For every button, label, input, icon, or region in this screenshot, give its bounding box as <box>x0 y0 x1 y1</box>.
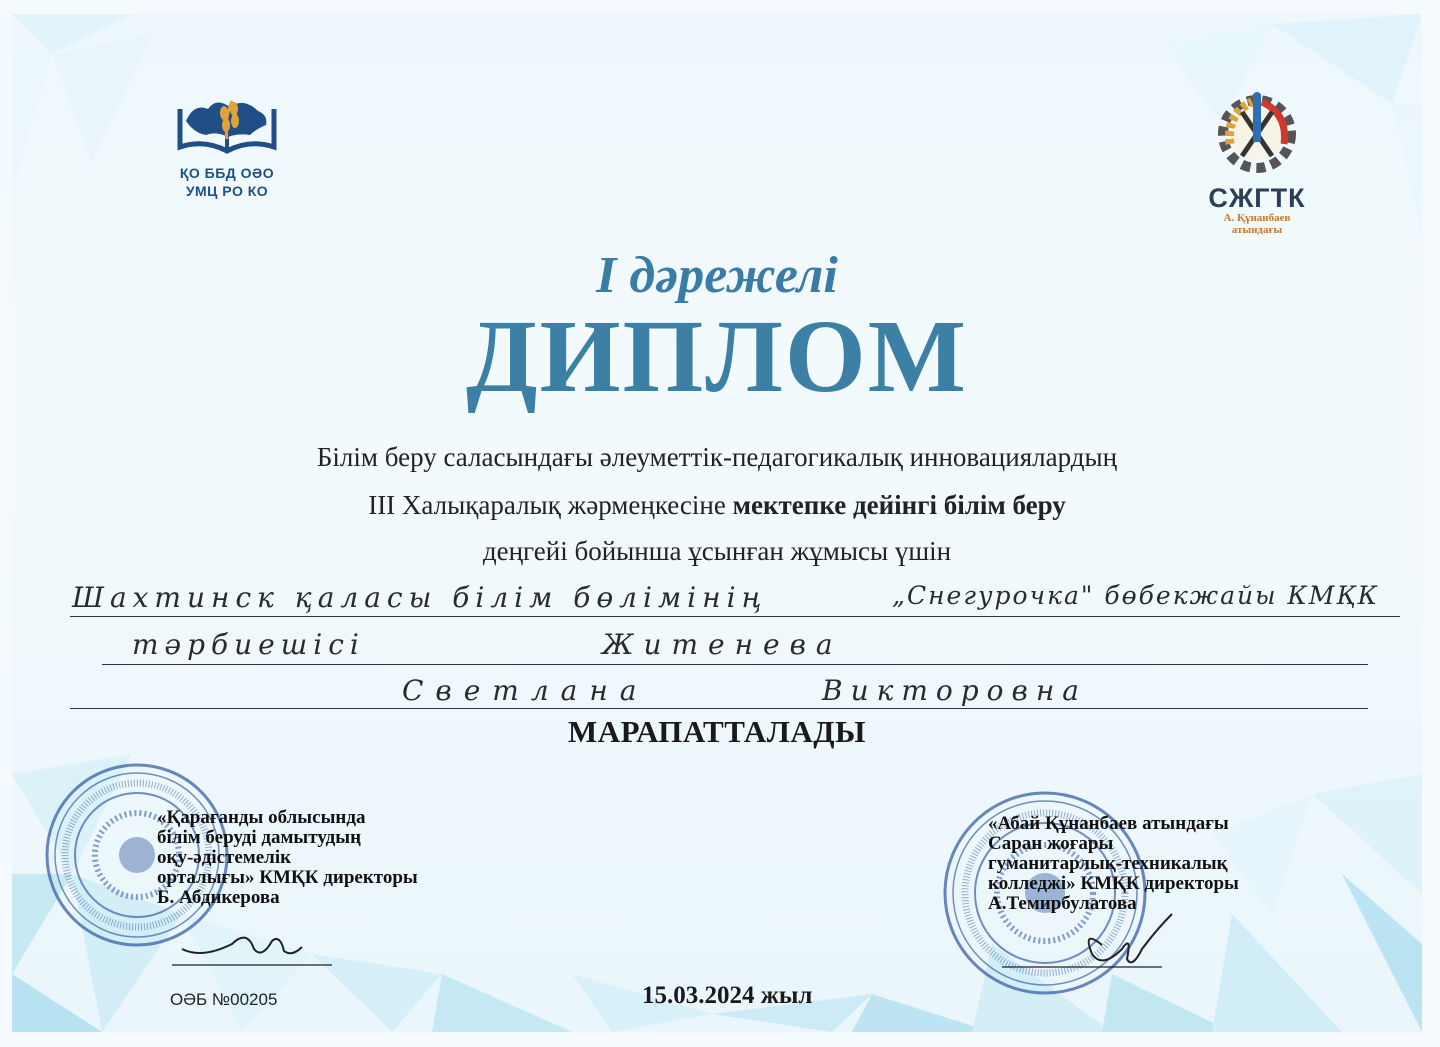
serial-number: ОӘБ №00205 <box>170 990 278 1009</box>
signature-left-line2: білім беруді дамытудың <box>157 827 362 848</box>
issue-date: 15.03.2024 жыл <box>642 982 813 1009</box>
organization-logo-right <box>1182 84 1332 236</box>
signature-left-line1: «Қарағанды облысында <box>157 807 366 828</box>
body-line-2-regular: III Халықаралық жәрмеңкесіне <box>368 490 733 520</box>
fill-line-2 <box>102 664 1368 665</box>
diploma-title: ДИПЛОМ <box>466 299 968 414</box>
signature-right-line3: гуманитарлық-техникалық <box>988 853 1228 874</box>
handwritten-org-part1: Шахтинск қаласы білім бөлімінің <box>72 581 768 614</box>
logo-right-sub2: атындағы <box>1231 224 1283 236</box>
signature-block-right <box>988 814 1239 914</box>
body-line-1: Білім беру саласындағы әлеуметтік-педагогикалық инновациялардың <box>316 442 1118 472</box>
logo-left-line2: УМЦ РО КО <box>185 183 269 199</box>
body-line-2-bold: мектепке дейінгі білім беру <box>732 490 1066 520</box>
handwritten-position: тәрбиешісі <box>132 628 365 661</box>
signature-right-line4: колледжі» КМҚК директоры <box>988 873 1239 894</box>
signature-left-line5: Б. Абдикерова <box>157 887 280 908</box>
handwritten-signature-right <box>982 909 1182 979</box>
logo-right-sub1: А. Құнанбаев <box>1223 212 1291 224</box>
body-line-2 <box>12 490 1422 521</box>
signature-left-line4: орталығы» КМҚК директоры <box>157 867 418 888</box>
handwritten-org-part2: „Снегурочка" бөбекжайы КМҚК <box>892 581 1380 610</box>
handwritten-patronymic: Викторовна <box>822 674 1087 707</box>
fill-line-3 <box>70 708 1368 709</box>
diploma-sheet <box>12 14 1422 1032</box>
fill-line-1 <box>70 616 1400 617</box>
signature-block-left <box>157 808 418 908</box>
book-map-wheat-icon <box>172 89 282 159</box>
diploma-degree: I дәрежелі <box>596 247 838 304</box>
award-text: МАРАПАТТАЛАДЫ <box>568 714 866 749</box>
logo-right-abbr: СЖГТК <box>1208 183 1306 213</box>
signature-right-line5: А.Темирбулатова <box>988 893 1137 914</box>
handwritten-signature-left <box>172 919 342 969</box>
handwritten-first-name: Светлана <box>402 674 649 707</box>
handwritten-surname: Житенева <box>602 628 843 661</box>
signature-right-line2: Саран жоғары <box>988 833 1114 854</box>
signature-left-line3: оқу-әдістемелік <box>157 847 292 868</box>
signature-right-line1: «Абай Құнанбаев атындағы <box>988 813 1229 834</box>
organization-logo-left <box>162 89 292 200</box>
body-line-3: деңгейі бойынша ұсынған жұмысы үшін <box>482 536 952 566</box>
logo-left-line1: ҚО ББД ОӘО <box>179 165 275 181</box>
gear-wheat-emblem-icon <box>1202 84 1312 179</box>
